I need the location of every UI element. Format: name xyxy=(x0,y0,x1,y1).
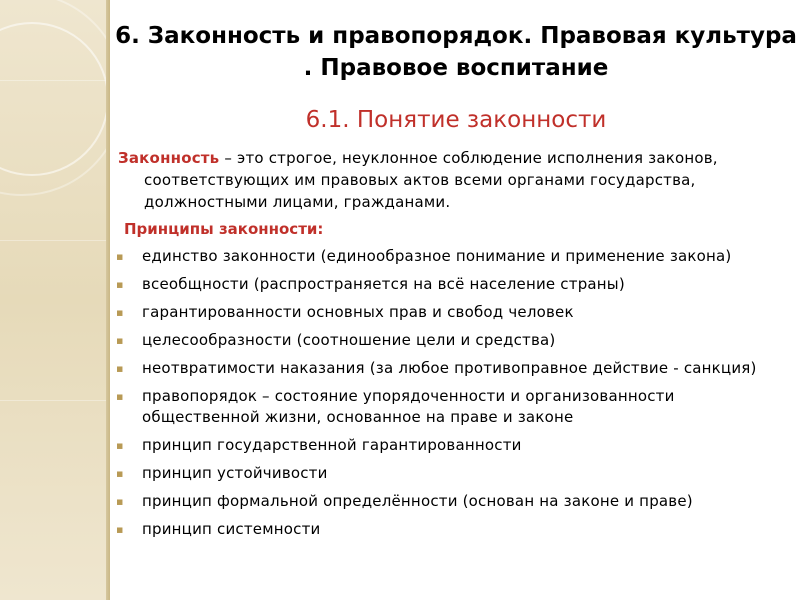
list-item xyxy=(116,330,796,351)
principles-heading: Принципы законности: xyxy=(124,220,324,238)
decorative-stripe xyxy=(0,400,106,401)
list-item xyxy=(116,386,796,428)
list-item-text: принцип формальной определённости (основан на законе и праве) xyxy=(142,492,693,510)
list-item xyxy=(116,302,796,323)
decorative-stripe xyxy=(0,240,106,241)
slide-subtitle: 6.1. Понятие законности xyxy=(305,107,607,133)
definition-text: – это строгое, неуклонное соблюдение исполнения законов, соответствующих им правовых актов всеми органами государства, должностными лицами, гражданами. xyxy=(144,149,718,211)
bullet-icon: ▪ xyxy=(116,467,124,480)
principles-list xyxy=(116,246,796,547)
list-item-text: гарантированности основных прав и свобод человек xyxy=(142,303,574,321)
decorative-stripe xyxy=(0,80,106,81)
list-item-text: целесообразности (соотношение цели и средства) xyxy=(142,331,556,349)
bullet-icon: ▪ xyxy=(116,495,124,508)
bullet-icon: ▪ xyxy=(116,390,124,403)
list-item xyxy=(116,246,796,267)
definition-paragraph xyxy=(118,147,800,213)
bullet-icon: ▪ xyxy=(116,439,124,452)
list-item-text: правопорядок – состояние упорядоченности и организованности общественной жизни, основанное на праве и законе xyxy=(142,387,675,426)
list-item-text: всеобщности (распространяется на всё население страны) xyxy=(142,275,625,293)
list-item xyxy=(116,519,796,540)
bullet-icon: ▪ xyxy=(116,250,124,263)
list-item xyxy=(116,491,796,512)
list-item xyxy=(116,435,796,456)
list-item xyxy=(116,358,796,379)
bullet-icon: ▪ xyxy=(116,278,124,291)
list-item-text: неотвратимости наказания (за любое противоправное действие - санкция) xyxy=(142,359,757,377)
list-item-text: единство законности (единообразное понимание и применение закона) xyxy=(142,247,732,265)
list-item-text: принцип устойчивости xyxy=(142,464,328,482)
list-item-text: принцип государственной гарантированности xyxy=(142,436,522,454)
list-item-text: принцип системности xyxy=(142,520,321,538)
decorative-side-panel xyxy=(0,0,106,600)
list-item xyxy=(116,463,796,484)
definition-term: Законность xyxy=(118,149,220,167)
slide-title: 6. Законность и правопорядок. Правовая культура . Правовое воспитание xyxy=(115,23,797,81)
bullet-icon: ▪ xyxy=(116,334,124,347)
bullet-icon: ▪ xyxy=(116,362,124,375)
bullet-icon: ▪ xyxy=(116,523,124,536)
bullet-icon: ▪ xyxy=(116,306,124,319)
side-panel-border xyxy=(106,0,110,600)
list-item xyxy=(116,274,796,295)
